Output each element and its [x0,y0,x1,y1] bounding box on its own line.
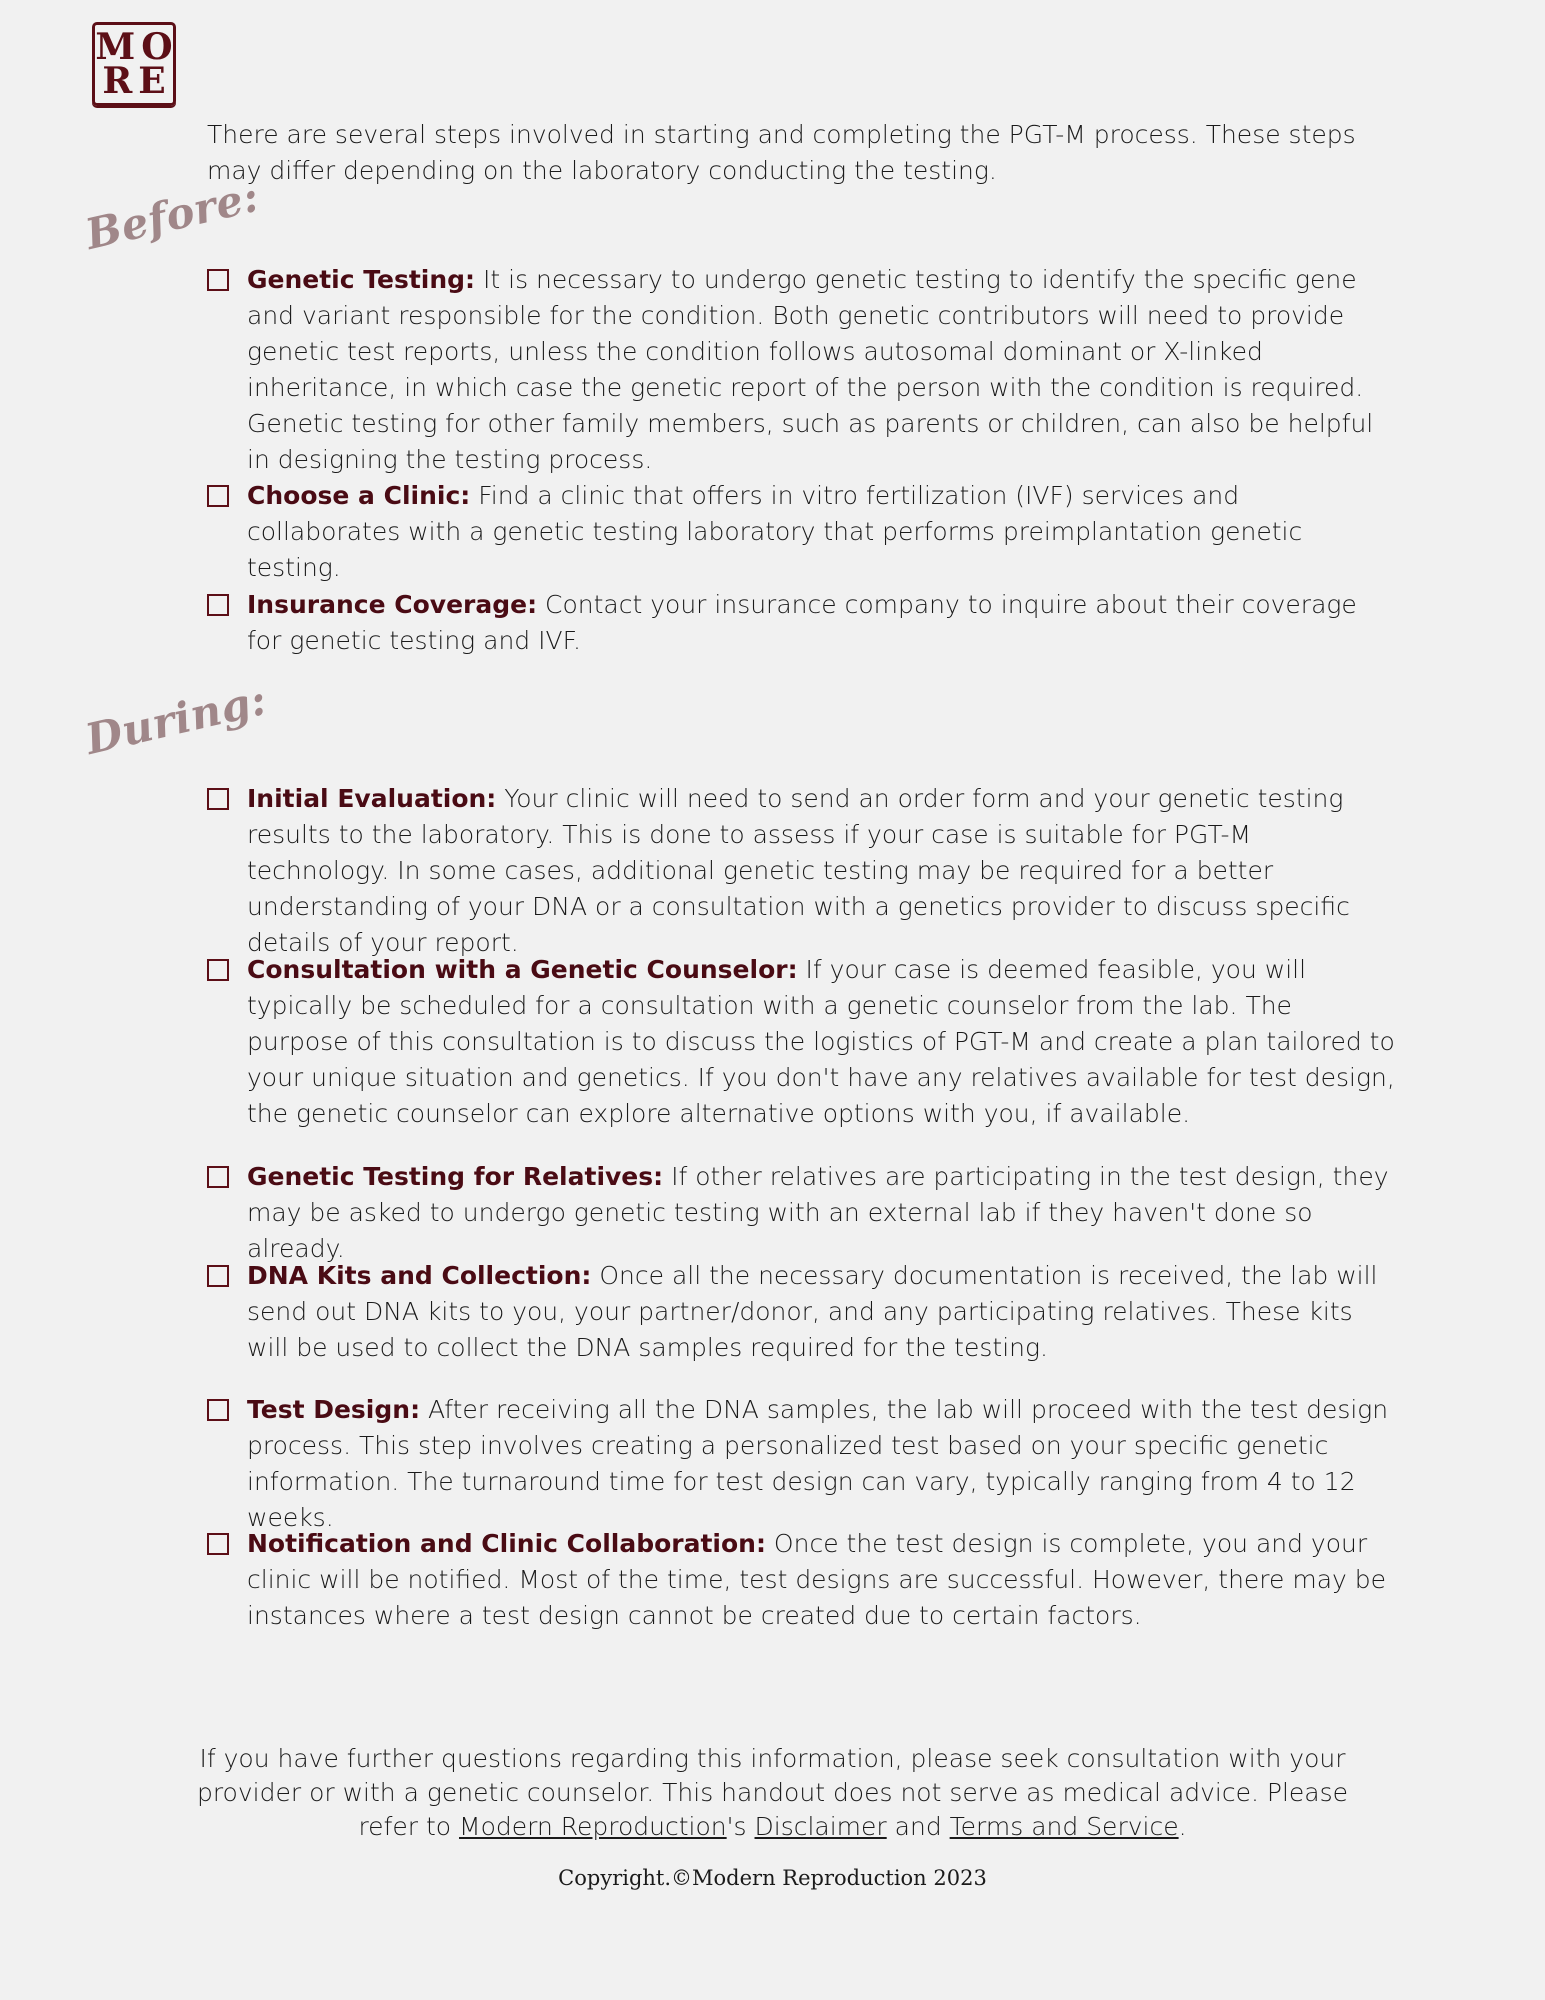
item-title: Initial Evaluation: [247,784,497,813]
footer-possessive: 's [726,1812,755,1841]
checklist-item-consultation [207,952,1395,1132]
checkbox[interactable] [207,1533,229,1555]
item-title: Test Design: [247,1395,421,1424]
checkbox[interactable] [207,1265,229,1287]
checklist-item-choose-clinic [207,478,1395,586]
item-title: Genetic Testing for Relatives: [247,1162,664,1191]
checkbox[interactable] [207,269,229,291]
copyright: Copyright.©Modern Reproduction 2023 [558,1866,987,1890]
footer-and: and [886,1812,950,1841]
checklist-item-relatives-testing [207,1159,1395,1267]
checkbox[interactable] [207,1399,229,1421]
checkbox[interactable] [207,485,229,507]
checklist-item-test-design [207,1392,1395,1536]
logo-line-2: RE [102,60,172,102]
item-body: Contact your insurance company to inquire about their coverage for genetic testing and IVF. [247,590,1357,655]
footer-period: . [1178,1812,1187,1841]
modern-reproduction-link[interactable]: Modern Reproduction [459,1812,727,1841]
checkbox[interactable] [207,594,229,616]
item-title: Notification and Clinic Collaboration: [247,1529,766,1558]
section-heading-before: Before: [80,171,264,259]
checklist-item-dna-kits [207,1258,1395,1366]
item-body: Find a clinic that offers in vitro fertilization (IVF) services and collaborates with a genetic testing laboratory that performs preimplantation genetic testing. [247,481,1303,582]
checkbox[interactable] [207,788,229,810]
section-heading-during: During: [80,674,272,764]
item-body: If your case is deemed feasible, you will typically be scheduled for a consultation with a genetic counselor from the lab. The purpose of this consultation is to discuss the logistics of PGT-M and create a plan tailored to your unique situation and genetics. If you don't have any relatives available for test design, the genetic counselor can explore alternative options with you, if available. [247,955,1395,1128]
item-body: Once the test design is complete, you and your clinic will be notified. Most of the time, test designs are successful. However, there may be instances where a test design cannot be created due to certain factors. [247,1529,1387,1630]
disclaimer-link[interactable]: Disclaimer [754,1812,887,1841]
item-body: After receiving all the DNA samples, the lab will proceed with the test design process. This step involves creating a personalized test based on your specific genetic information. The turnaround time for test design can vary, typically ranging from 4 to 12 weeks. [247,1395,1389,1532]
logo [92,22,179,106]
item-body: Your clinic will need to send an order form and your genetic testing results to the laboratory. This is done to assess if your case is suitable for PGT-M technology. In some cases, additional genetic testing may be required for a better understanding of your DNA or a consultation with a genetics provider to discuss specific details of your report. [247,784,1350,957]
terms-link[interactable]: Terms and Service [949,1812,1179,1841]
checklist-item-genetic-testing [207,262,1395,478]
item-title: Genetic Testing: [247,265,476,294]
checklist-item-insurance-coverage [207,587,1395,659]
checklist-item-initial-evaluation [207,781,1395,961]
item-body: If other relatives are participating in the test design, they may be asked to undergo genetic testing with an external lab if they haven't done so already. [247,1162,1389,1263]
item-body: Once all the necessary documentation is received, the lab will send out DNA kits to you, your partner/donor, and any participating relatives. These kits will be used to collect the DNA samples required for the testing. [247,1261,1378,1362]
checkbox[interactable] [207,1166,229,1188]
checkbox[interactable] [207,959,229,981]
item-title: Insurance Coverage: [247,590,538,619]
checklist-item-notification [207,1526,1395,1634]
footer-disclaimer [190,1742,1355,1844]
item-title: Choose a Clinic: [247,481,471,510]
logo-line-1: MO [95,26,179,68]
item-title: DNA Kits and Collection: [247,1261,592,1290]
intro-text: There are several steps involved in starting and completing the PGT-M process. These steps may differ depending on the laboratory conducting the testing. [207,120,1356,185]
item-title: Consultation with a Genetic Counselor: [247,955,798,984]
footer-text: If you have further questions regarding this information, please seek consultation with your provider or with a genetic counselor. This handout does not serve as medical advice. Please refer to [196,1744,1349,1841]
item-body: It is necessary to undergo genetic testing to identify the specific gene and variant responsible for the condition. Both genetic contributors will need to provide genetic test reports, unless the condition follows autosomal dominant or X-linked inheritance, in which case the genetic report of the person with the condition is required. Genetic testing for other family members, such as parents or children, can also be helpful in designing the testing process. [247,265,1374,474]
